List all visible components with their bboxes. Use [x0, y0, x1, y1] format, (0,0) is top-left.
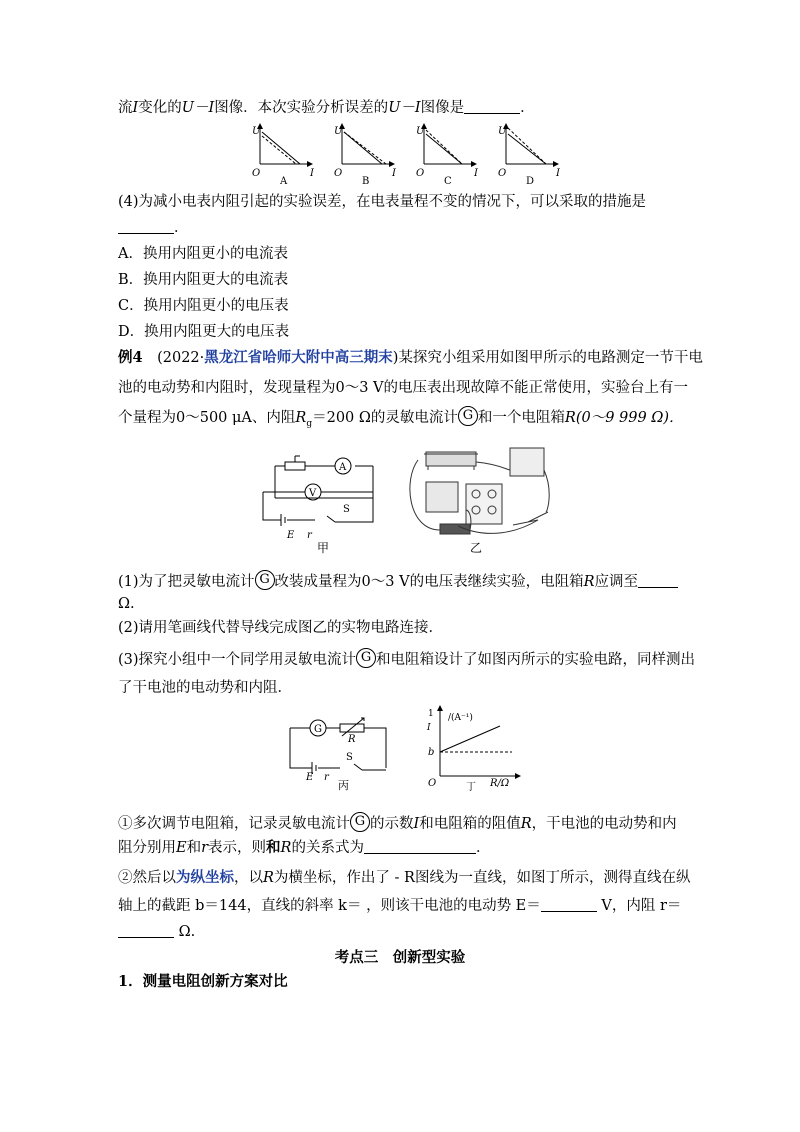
example-4-line2: 池的电动势和内阻时，发现量程为0～3 V的电压表出现故障不能正常使用，实验台上有一	[118, 380, 689, 396]
choice-d[interactable]: D．换用内阻更大的电压表	[118, 324, 290, 340]
circuit-bing	[284, 710, 394, 792]
circuit-jia	[255, 440, 385, 555]
caption-ding: 丁	[466, 782, 476, 792]
i-label: I	[310, 168, 314, 179]
y-den: I	[427, 723, 431, 733]
galvanometer-symbol: G	[356, 648, 376, 668]
y-unit: /(A⁻¹)	[448, 713, 473, 723]
answer-blank[interactable]	[541, 897, 597, 912]
o-label: O	[252, 168, 261, 179]
choice-b[interactable]: B．换用内阻更大的电流表	[118, 272, 289, 288]
o-label: O	[334, 168, 343, 179]
ammeter-label: A	[339, 462, 347, 473]
emf-label: E	[287, 530, 295, 541]
answer-blank[interactable]	[118, 219, 174, 234]
intercept-b: b	[428, 747, 435, 758]
r-label: r	[324, 772, 329, 783]
i-label: I	[392, 168, 396, 179]
q4-blank-line: ．	[118, 218, 189, 238]
option-label: C	[444, 176, 452, 187]
galvanometer-symbol: G	[350, 812, 370, 832]
answer-blank[interactable]	[464, 99, 520, 114]
q4-text: (4)为减小电表内阻引起的实验误差，在电表量程不变的情况下，可以采取的措施是	[118, 194, 647, 210]
example-4-line3: 个量程为0～500 μA、内阻$R_g=200$ Ω的灵敏电流计 G 和一个电阻箱R(0～9 999 Ω)．	[118, 408, 684, 429]
solid-line	[508, 134, 546, 164]
question-line-ui-graph: 流I变化的U－I图像．本次实验分析误差的U－I图像是 ．	[118, 100, 535, 116]
q1-line2: Ω.	[118, 596, 135, 612]
i-label: I	[474, 168, 478, 179]
example-4-line1: 例4 (2022·黑龙江省哈师大附中高三期末)某探究小组采用如图甲所示的电路测定一节干电	[118, 349, 703, 366]
sub2-line2: 轴上的截距 b＝144，直线的斜率 k＝ ，则该干电池的电动势 E＝ V，内阻 r＝	[118, 898, 682, 914]
dashed-line	[344, 132, 386, 164]
item-heading: 1．测量电阻创新方案对比	[118, 973, 288, 990]
q1-line1: (1)为了把灵敏电流计 G 改装成量程为0～3 V的电压表继续实验，电阻箱R应调至	[118, 570, 678, 592]
choice-c[interactable]: C．换用内阻更小的电压表	[118, 298, 289, 314]
physical-circuit-yi	[398, 440, 558, 560]
r-box-label: R	[348, 734, 356, 745]
option-label: A	[280, 176, 288, 187]
u-label: U	[334, 126, 343, 137]
o-label: O	[416, 168, 425, 179]
answer-blank[interactable]	[364, 839, 476, 854]
caption-yi: 乙	[470, 541, 483, 555]
galvanometer-symbol: G	[255, 570, 275, 590]
source-school: 黑龙江省哈师大附中高三期末	[204, 349, 393, 366]
galvanometer-symbol: G	[458, 406, 478, 426]
q3-line1: (3)探究小组中一个同学用灵敏电流计 G 和电阻箱设计了如图丙所示的实验电路，同样测出	[118, 650, 696, 668]
voltmeter-label: V	[309, 488, 317, 499]
sub2-line1: ②然后以为纵坐标，以R为横坐标，作出了 - R图线为一直线，如图丁所示，测得直线在纵	[118, 869, 691, 886]
galv-label: G	[314, 724, 322, 735]
answer-blank[interactable]	[638, 573, 678, 588]
caption-bing: 丙	[338, 779, 349, 792]
answer-blank[interactable]	[118, 923, 174, 938]
option-label: D	[526, 176, 535, 187]
graph-ding	[420, 702, 525, 792]
origin-o: O	[428, 778, 437, 789]
option-label: B	[362, 176, 370, 187]
switch-label: S	[346, 752, 353, 763]
o-label: O	[498, 168, 507, 179]
dashed-line	[508, 128, 546, 164]
choice-a[interactable]: A．换用内阻更小的电流表	[118, 246, 288, 262]
y-num: 1	[428, 709, 434, 719]
section-heading: 考点三 创新型实验	[334, 949, 466, 966]
example-label: 例4	[118, 349, 143, 366]
q2-text: (2)请用笔画线代替导线完成图乙的实物电路连接．	[118, 620, 444, 636]
sub2-line3: Ω.	[118, 922, 195, 942]
u-label: U	[252, 126, 261, 137]
emf-label: E	[306, 772, 314, 783]
dashed-line	[262, 136, 296, 164]
x-axis-label: R/Ω	[490, 778, 510, 789]
i-label: I	[556, 168, 560, 179]
ui-graphs-figure	[240, 120, 560, 188]
r-label: r	[307, 530, 312, 541]
sub1-line1: ①多次调节电阻箱，记录灵敏电流计 G 的示数I和电阻箱的阻值R，干电池的电动势和内	[118, 814, 677, 832]
u-label: U	[498, 126, 507, 137]
switch-label: S	[343, 504, 350, 515]
sub1-line2: 阻分别用E和r表示，则和R的关系式为 ．	[118, 839, 491, 856]
dashed-line	[426, 130, 462, 164]
caption-jia: 甲	[317, 541, 330, 555]
solid-line	[262, 132, 300, 164]
q3-line2: 了干电池的电动势和内阻．	[118, 680, 292, 696]
u-label: U	[416, 126, 425, 137]
